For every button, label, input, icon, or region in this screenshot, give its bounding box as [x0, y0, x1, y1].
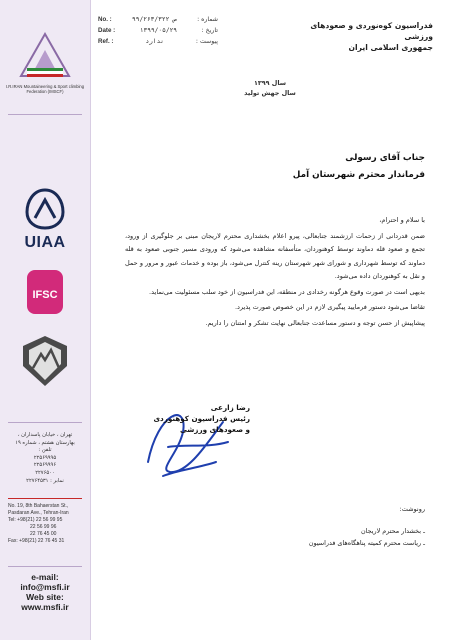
federation-name-en: I.R.IRAN Mountaineering & Sport climbing Federation (IMSCF): [5, 84, 85, 95]
letter-meta: [98, 14, 218, 47]
tel-en: Tel: +98(21) 22 56 99 95: [8, 517, 63, 523]
addressee: [125, 150, 425, 184]
tel-en: 22 56 99 96: [30, 524, 57, 530]
phone-fa: ۲۲۵۶۹۹۹۵: [33, 454, 57, 461]
phone-fa: ۲۲۷۶۵۰۰: [35, 469, 55, 476]
year-slogan: [220, 78, 320, 98]
fax-en: Fax: +98(21) 22 76 45 31: [8, 538, 65, 544]
body-paragraph: تقاضا می‌شود دستور فرمایید پیگیری لازم در این خصوص صورت پذیرد.: [234, 303, 425, 311]
federation-name-fa: [283, 20, 433, 53]
federation-logo: [0, 28, 90, 84]
ifsc-logo-text: IFSC: [32, 289, 58, 301]
letter-body: [125, 214, 425, 332]
phone-fa-label: تلفن :: [38, 447, 52, 454]
signer-title: رئیس فدراسیون کوهنوردی: [153, 414, 250, 423]
addressee-title: فرماندار محترم شهرستان آمل: [292, 170, 425, 180]
cc-list: [165, 525, 425, 549]
signer-block: [140, 402, 250, 435]
contact-info: [0, 572, 90, 612]
org-fa-line: فدراسیون کوه‌نوردی و صعودهای ورزشی: [310, 21, 433, 41]
date-value: ۱۳۹۹/۰۵/۲۹: [139, 27, 178, 34]
date-row: [98, 25, 218, 36]
year-line: سال جهش تولید: [244, 89, 296, 97]
email-link[interactable]: info@msfi.ir: [20, 582, 70, 592]
body-paragraph: پیشاپیش از حسن توجه و دستور مساعدت جنابعالی نهایت تشکر و امتنان را داریم.: [205, 318, 425, 327]
shield-emblem-icon: [19, 332, 71, 390]
divider: [8, 566, 82, 567]
divider: [8, 422, 82, 423]
website-label: Web site:: [26, 592, 64, 602]
number-row: [98, 14, 218, 25]
cc-item: ـ بخشدار محترم لاریجان: [360, 527, 425, 535]
uiaa-secondary-logo: [0, 332, 90, 394]
ifsc-logo: [0, 268, 90, 320]
ifsc-emblem-icon: [25, 268, 65, 316]
uiaa-wordmark: UIAA: [24, 234, 66, 251]
address-en-line: No. 19, 8th Bahaerstan St.,: [8, 503, 69, 509]
signer-name: رضا زارعی: [210, 403, 250, 412]
uiaa-logo: [0, 186, 90, 236]
signer-title: و صعودهای ورزشی: [179, 425, 250, 434]
cc-title: رونوشت:: [399, 505, 425, 513]
website-link[interactable]: www.msfi.ir: [21, 602, 69, 612]
divider: [8, 114, 82, 115]
letterhead-sidebar: [0, 0, 91, 640]
address-fa-line: بهارستان هشتم ، شماره ۱۹: [15, 439, 75, 446]
mountain-logo-icon: [17, 28, 73, 80]
cc-item: ـ ریاست محترم کمیته پناهگاه‌های فدراسیون: [308, 539, 425, 547]
divider: [8, 498, 82, 499]
ref-label-en: Ref. :: [98, 38, 114, 45]
ref-row: [98, 36, 218, 47]
address-fa-line: تهران ، خیابان پاسداران ،: [17, 432, 73, 438]
uiaa-emblem-icon: [23, 186, 67, 232]
email-label: e-mail:: [31, 572, 59, 582]
tel-en: 22 76 45 00: [30, 531, 57, 537]
fax-fa: نمابر : ۲۲۷۶۴۵۳۱: [26, 477, 64, 484]
phone-fa: ۲۲۵۶۹۹۹۶: [33, 462, 57, 469]
greeting: با سلام و احترام،: [379, 216, 425, 224]
body-paragraph: ضمن قدردانی از زحمات ارزشمند جنابعالی، پیرو اعلام بخشداری محترم لاریجان مبنی بر جلوگیری از ورود، تجمع و صعود قله دماوند توسط کوهنوردان، متأسفانه مشاهده می‌شود که ورودی مسیر جنوبی صعود به قله دماوند که توسط شهرداری و شورای شهر شهرستان رینه کنترل می‌شود، باز بوده و خدمات عبور و مرور و حمل و نقل به کوهنوردان داده می‌شود.: [125, 231, 425, 280]
ref-value: ندارد: [145, 38, 164, 45]
number-label-en: No. :: [98, 16, 112, 23]
number-value: ۹۹/۲۶۳/ص ۳۲۲: [132, 16, 177, 23]
address-en-line: Pasdaran Ave., Tehran-Iran: [8, 510, 69, 516]
address-en: [0, 503, 90, 545]
year-line: سال ۱۳۹۹: [253, 79, 287, 87]
date-label-fa: تاریخ :: [201, 27, 218, 34]
number-label-fa: شماره :: [197, 16, 218, 23]
address-fa: [0, 432, 90, 485]
body-paragraph: بدیهی است در صورت وقوع هرگونه رخدادی در منطقه، این فدراسیون از خود سلب مسئولیت می‌نماید.: [149, 287, 425, 296]
org-fa-line: جمهوری اسلامی ایران: [348, 43, 433, 52]
addressee-name: جناب آقای رسولی: [345, 153, 425, 163]
ref-label-fa: پیوست :: [195, 38, 218, 45]
date-label-en: Date :: [98, 27, 116, 34]
